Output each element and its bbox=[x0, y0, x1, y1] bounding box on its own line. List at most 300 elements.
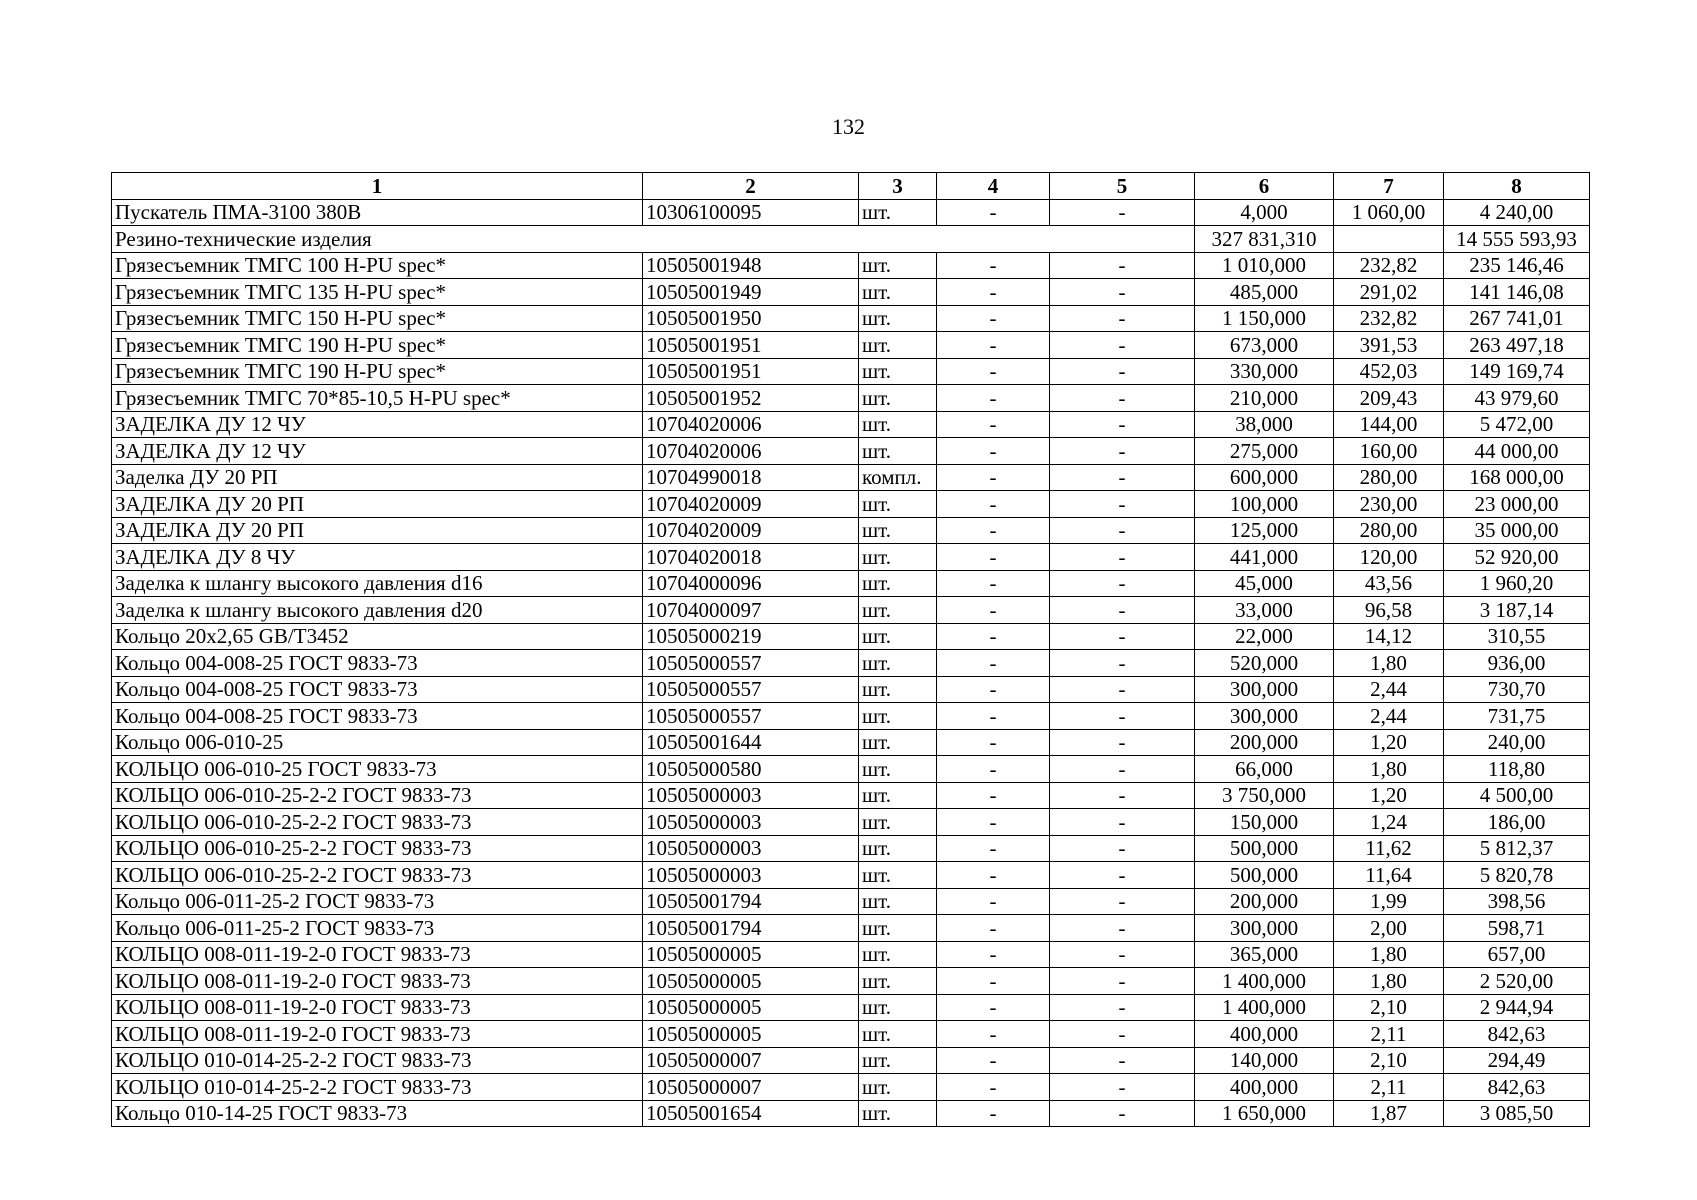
quantity-cell: 125,000 bbox=[1195, 517, 1334, 544]
unit-cell: шт. bbox=[859, 809, 937, 836]
unit-cell: шт. bbox=[859, 888, 937, 915]
quantity-cell: 300,000 bbox=[1195, 703, 1334, 730]
table-row bbox=[112, 199, 1590, 226]
item-name-cell: КОЛЬЦО 006-010-25-2-2 ГОСТ 9833-73 bbox=[112, 862, 643, 889]
item-code-cell: 10704000096 bbox=[643, 570, 859, 597]
item-code-cell: 10704020009 bbox=[643, 491, 859, 518]
col4-cell: - bbox=[937, 1100, 1050, 1127]
table-row bbox=[112, 888, 1590, 915]
table-row bbox=[112, 994, 1590, 1021]
quantity-cell: 500,000 bbox=[1195, 835, 1334, 862]
table-row bbox=[112, 703, 1590, 730]
price-cell: 2,10 bbox=[1334, 994, 1444, 1021]
item-code-cell: 10505000557 bbox=[643, 676, 859, 703]
item-name-cell: Грязесъемник ТМГС 70*85-10,5 H-PU spec* bbox=[112, 385, 643, 412]
item-code-cell: 10704000097 bbox=[643, 597, 859, 624]
sum-cell: 235 146,46 bbox=[1444, 252, 1590, 279]
unit-cell: шт. bbox=[859, 385, 937, 412]
col4-cell: - bbox=[937, 729, 1050, 756]
price-cell: 230,00 bbox=[1334, 491, 1444, 518]
col4-cell: - bbox=[937, 835, 1050, 862]
col5-cell: - bbox=[1050, 1047, 1195, 1074]
quantity-cell: 38,000 bbox=[1195, 411, 1334, 438]
quantity-cell: 673,000 bbox=[1195, 332, 1334, 359]
item-code-cell: 10505001952 bbox=[643, 385, 859, 412]
table-row bbox=[112, 252, 1590, 279]
quantity-cell: 441,000 bbox=[1195, 544, 1334, 571]
item-name-cell: Кольцо 004-008-25 ГОСТ 9833-73 bbox=[112, 676, 643, 703]
table-row bbox=[112, 358, 1590, 385]
col4-cell: - bbox=[937, 968, 1050, 995]
price-cell: 1,20 bbox=[1334, 729, 1444, 756]
unit-cell: шт. bbox=[859, 994, 937, 1021]
quantity-cell: 500,000 bbox=[1195, 862, 1334, 889]
sum-cell: 3 085,50 bbox=[1444, 1100, 1590, 1127]
unit-cell: шт. bbox=[859, 252, 937, 279]
unit-cell: шт. bbox=[859, 1074, 937, 1101]
quantity-cell: 275,000 bbox=[1195, 438, 1334, 465]
quantity-cell: 400,000 bbox=[1195, 1021, 1334, 1048]
item-name-cell: Заделка ДУ 20 РП bbox=[112, 464, 643, 491]
unit-cell: шт. bbox=[859, 491, 937, 518]
col4-cell: - bbox=[937, 279, 1050, 306]
unit-cell: шт. bbox=[859, 1021, 937, 1048]
unit-cell: шт. bbox=[859, 570, 937, 597]
col5-cell: - bbox=[1050, 703, 1195, 730]
price-cell: 280,00 bbox=[1334, 464, 1444, 491]
table-row bbox=[112, 862, 1590, 889]
sum-cell: 310,55 bbox=[1444, 623, 1590, 650]
table-row bbox=[112, 570, 1590, 597]
table-row bbox=[112, 968, 1590, 995]
column-header: 1 bbox=[112, 173, 643, 200]
col4-cell: - bbox=[937, 623, 1050, 650]
table-row bbox=[112, 809, 1590, 836]
sum-cell: 4 240,00 bbox=[1444, 199, 1590, 226]
quantity-cell: 210,000 bbox=[1195, 385, 1334, 412]
price-cell: 232,82 bbox=[1334, 305, 1444, 332]
col4-cell: - bbox=[937, 438, 1050, 465]
price-cell: 11,64 bbox=[1334, 862, 1444, 889]
col5-cell: - bbox=[1050, 676, 1195, 703]
item-code-cell: 10704020006 bbox=[643, 411, 859, 438]
sum-cell: 1 960,20 bbox=[1444, 570, 1590, 597]
quantity-cell: 45,000 bbox=[1195, 570, 1334, 597]
quantity-cell: 520,000 bbox=[1195, 650, 1334, 677]
quantity-cell: 140,000 bbox=[1195, 1047, 1334, 1074]
sum-cell: 657,00 bbox=[1444, 941, 1590, 968]
item-code-cell: 10704020006 bbox=[643, 438, 859, 465]
item-name-cell: Грязесъемник ТМГС 190 H-PU spec* bbox=[112, 332, 643, 359]
quantity-cell: 365,000 bbox=[1195, 941, 1334, 968]
quantity-cell: 200,000 bbox=[1195, 729, 1334, 756]
item-code-cell: 10505001794 bbox=[643, 915, 859, 942]
col4-cell: - bbox=[937, 411, 1050, 438]
item-code-cell: 10505000003 bbox=[643, 809, 859, 836]
price-cell: 280,00 bbox=[1334, 517, 1444, 544]
col4-cell: - bbox=[937, 703, 1050, 730]
item-code-cell: 10505000580 bbox=[643, 756, 859, 783]
unit-cell: шт. bbox=[859, 650, 937, 677]
item-name-cell: Кольцо 004-008-25 ГОСТ 9833-73 bbox=[112, 650, 643, 677]
col5-cell: - bbox=[1050, 1074, 1195, 1101]
item-code-cell: 10505001951 bbox=[643, 358, 859, 385]
quantity-cell: 1 400,000 bbox=[1195, 968, 1334, 995]
item-code-cell: 10704020009 bbox=[643, 517, 859, 544]
item-name-cell: Грязесъемник ТМГС 135 H-PU spec* bbox=[112, 279, 643, 306]
item-name-cell: КОЛЬЦО 008-011-19-2-0 ГОСТ 9833-73 bbox=[112, 968, 643, 995]
item-code-cell: 10704990018 bbox=[643, 464, 859, 491]
price-cell: 120,00 bbox=[1334, 544, 1444, 571]
item-code-cell: 10505000557 bbox=[643, 650, 859, 677]
table-row bbox=[112, 464, 1590, 491]
col5-cell: - bbox=[1050, 888, 1195, 915]
price-cell: 1,20 bbox=[1334, 782, 1444, 809]
quantity-cell: 200,000 bbox=[1195, 888, 1334, 915]
price-cell: 2,44 bbox=[1334, 703, 1444, 730]
sum-cell: 398,56 bbox=[1444, 888, 1590, 915]
col5-cell: - bbox=[1050, 199, 1195, 226]
price-cell: 2,44 bbox=[1334, 676, 1444, 703]
col5-cell: - bbox=[1050, 756, 1195, 783]
column-header: 5 bbox=[1050, 173, 1195, 200]
item-name-cell: Кольцо 006-011-25-2 ГОСТ 9833-73 bbox=[112, 915, 643, 942]
unit-cell: шт. bbox=[859, 1100, 937, 1127]
sum-cell: 5 820,78 bbox=[1444, 862, 1590, 889]
table-row bbox=[112, 1074, 1590, 1101]
table-row bbox=[112, 650, 1590, 677]
sum-cell: 842,63 bbox=[1444, 1074, 1590, 1101]
item-code-cell: 10505000219 bbox=[643, 623, 859, 650]
col4-cell: - bbox=[937, 597, 1050, 624]
price-cell: 1,80 bbox=[1334, 650, 1444, 677]
column-header: 6 bbox=[1195, 173, 1334, 200]
item-name-cell: ЗАДЕЛКА ДУ 12 ЧУ bbox=[112, 411, 643, 438]
item-code-cell: 10505000557 bbox=[643, 703, 859, 730]
unit-cell: компл. bbox=[859, 464, 937, 491]
col4-cell: - bbox=[937, 650, 1050, 677]
table-row bbox=[112, 517, 1590, 544]
group-price-cell bbox=[1334, 226, 1444, 253]
col4-cell: - bbox=[937, 252, 1050, 279]
unit-cell: шт. bbox=[859, 968, 937, 995]
item-name-cell: КОЛЬЦО 006-010-25-2-2 ГОСТ 9833-73 bbox=[112, 809, 643, 836]
quantity-cell: 22,000 bbox=[1195, 623, 1334, 650]
sum-cell: 149 169,74 bbox=[1444, 358, 1590, 385]
item-name-cell: ЗАДЕЛКА ДУ 12 ЧУ bbox=[112, 438, 643, 465]
sum-cell: 263 497,18 bbox=[1444, 332, 1590, 359]
table-row bbox=[112, 332, 1590, 359]
item-name-cell: Грязесъемник ТМГС 100 H-PU spec* bbox=[112, 252, 643, 279]
table-row bbox=[112, 385, 1590, 412]
item-name-cell: Кольцо 010-14-25 ГОСТ 9833-73 bbox=[112, 1100, 643, 1127]
col5-cell: - bbox=[1050, 941, 1195, 968]
col4-cell: - bbox=[937, 1047, 1050, 1074]
table-row bbox=[112, 438, 1590, 465]
col5-cell: - bbox=[1050, 332, 1195, 359]
group-row bbox=[112, 226, 1590, 253]
unit-cell: шт. bbox=[859, 782, 937, 809]
col4-cell: - bbox=[937, 385, 1050, 412]
col4-cell: - bbox=[937, 332, 1050, 359]
price-cell: 2,10 bbox=[1334, 1047, 1444, 1074]
table-row bbox=[112, 411, 1590, 438]
col5-cell: - bbox=[1050, 491, 1195, 518]
price-cell: 1,80 bbox=[1334, 756, 1444, 783]
quantity-cell: 1 010,000 bbox=[1195, 252, 1334, 279]
price-cell: 2,00 bbox=[1334, 915, 1444, 942]
col5-cell: - bbox=[1050, 597, 1195, 624]
sum-cell: 141 146,08 bbox=[1444, 279, 1590, 306]
unit-cell: шт. bbox=[859, 411, 937, 438]
col4-cell: - bbox=[937, 491, 1050, 518]
col5-cell: - bbox=[1050, 915, 1195, 942]
sum-cell: 168 000,00 bbox=[1444, 464, 1590, 491]
sum-cell: 186,00 bbox=[1444, 809, 1590, 836]
table-row bbox=[112, 782, 1590, 809]
sum-cell: 598,71 bbox=[1444, 915, 1590, 942]
col4-cell: - bbox=[937, 517, 1050, 544]
col4-cell: - bbox=[937, 305, 1050, 332]
unit-cell: шт. bbox=[859, 703, 937, 730]
col5-cell: - bbox=[1050, 968, 1195, 995]
item-name-cell: КОЛЬЦО 008-011-19-2-0 ГОСТ 9833-73 bbox=[112, 941, 643, 968]
col5-cell: - bbox=[1050, 544, 1195, 571]
sum-cell: 23 000,00 bbox=[1444, 491, 1590, 518]
col5-cell: - bbox=[1050, 994, 1195, 1021]
col5-cell: - bbox=[1050, 1100, 1195, 1127]
price-cell: 1,87 bbox=[1334, 1100, 1444, 1127]
item-code-cell: 10505001948 bbox=[643, 252, 859, 279]
sum-cell: 730,70 bbox=[1444, 676, 1590, 703]
col5-cell: - bbox=[1050, 517, 1195, 544]
quantity-cell: 600,000 bbox=[1195, 464, 1334, 491]
price-cell: 144,00 bbox=[1334, 411, 1444, 438]
col4-cell: - bbox=[937, 544, 1050, 571]
sum-cell: 294,49 bbox=[1444, 1047, 1590, 1074]
sum-cell: 731,75 bbox=[1444, 703, 1590, 730]
item-code-cell: 10505000007 bbox=[643, 1047, 859, 1074]
unit-cell: шт. bbox=[859, 1047, 937, 1074]
col5-cell: - bbox=[1050, 623, 1195, 650]
col5-cell: - bbox=[1050, 411, 1195, 438]
col4-cell: - bbox=[937, 199, 1050, 226]
quantity-cell: 1 150,000 bbox=[1195, 305, 1334, 332]
item-code-cell: 10505000007 bbox=[643, 1074, 859, 1101]
sum-cell: 267 741,01 bbox=[1444, 305, 1590, 332]
price-cell: 160,00 bbox=[1334, 438, 1444, 465]
item-name-cell: ЗАДЕЛКА ДУ 20 РП bbox=[112, 517, 643, 544]
sum-cell: 2 944,94 bbox=[1444, 994, 1590, 1021]
price-cell: 11,62 bbox=[1334, 835, 1444, 862]
price-cell: 391,53 bbox=[1334, 332, 1444, 359]
price-cell: 1,80 bbox=[1334, 941, 1444, 968]
sum-cell: 3 187,14 bbox=[1444, 597, 1590, 624]
unit-cell: шт. bbox=[859, 358, 937, 385]
item-name-cell: Заделка к шлангу высокого давления d20 bbox=[112, 597, 643, 624]
column-header: 7 bbox=[1334, 173, 1444, 200]
item-name-cell: Кольцо 006-011-25-2 ГОСТ 9833-73 bbox=[112, 888, 643, 915]
item-code-cell: 10505000005 bbox=[643, 968, 859, 995]
col5-cell: - bbox=[1050, 464, 1195, 491]
col5-cell: - bbox=[1050, 782, 1195, 809]
page-number: 132 bbox=[832, 114, 865, 139]
table-row bbox=[112, 1100, 1590, 1127]
quantity-cell: 150,000 bbox=[1195, 809, 1334, 836]
unit-cell: шт. bbox=[859, 835, 937, 862]
item-code-cell: 10505001950 bbox=[643, 305, 859, 332]
item-name-cell: КОЛЬЦО 008-011-19-2-0 ГОСТ 9833-73 bbox=[112, 1021, 643, 1048]
quantity-cell: 1 650,000 bbox=[1195, 1100, 1334, 1127]
price-cell: 1,99 bbox=[1334, 888, 1444, 915]
item-name-cell: Кольцо 004-008-25 ГОСТ 9833-73 bbox=[112, 703, 643, 730]
item-name-cell: Грязесъемник ТМГС 190 H-PU spec* bbox=[112, 358, 643, 385]
col5-cell: - bbox=[1050, 729, 1195, 756]
item-name-cell: ЗАДЕЛКА ДУ 20 РП bbox=[112, 491, 643, 518]
col4-cell: - bbox=[937, 1074, 1050, 1101]
item-name-cell: Кольцо 20х2,65 GB/T3452 bbox=[112, 623, 643, 650]
sum-cell: 842,63 bbox=[1444, 1021, 1590, 1048]
table-row bbox=[112, 279, 1590, 306]
table-row bbox=[112, 1021, 1590, 1048]
price-cell: 43,56 bbox=[1334, 570, 1444, 597]
sum-cell: 2 520,00 bbox=[1444, 968, 1590, 995]
price-cell: 2,11 bbox=[1334, 1074, 1444, 1101]
unit-cell: шт. bbox=[859, 756, 937, 783]
col4-cell: - bbox=[937, 464, 1050, 491]
quantity-cell: 330,000 bbox=[1195, 358, 1334, 385]
column-header: 8 bbox=[1444, 173, 1590, 200]
quantity-cell: 300,000 bbox=[1195, 915, 1334, 942]
col4-cell: - bbox=[937, 358, 1050, 385]
col5-cell: - bbox=[1050, 438, 1195, 465]
quantity-cell: 300,000 bbox=[1195, 676, 1334, 703]
column-header: 2 bbox=[643, 173, 859, 200]
price-cell: 1 060,00 bbox=[1334, 199, 1444, 226]
item-name-cell: КОЛЬЦО 010-014-25-2-2 ГОСТ 9833-73 bbox=[112, 1047, 643, 1074]
table-row bbox=[112, 491, 1590, 518]
table-row bbox=[112, 915, 1590, 942]
quantity-cell: 3 750,000 bbox=[1195, 782, 1334, 809]
unit-cell: шт. bbox=[859, 279, 937, 306]
table-row bbox=[112, 729, 1590, 756]
sum-cell: 118,80 bbox=[1444, 756, 1590, 783]
quantity-cell: 1 400,000 bbox=[1195, 994, 1334, 1021]
sum-cell: 5 472,00 bbox=[1444, 411, 1590, 438]
unit-cell: шт. bbox=[859, 199, 937, 226]
group-quantity-cell: 327 831,310 bbox=[1195, 226, 1334, 253]
quantity-cell: 100,000 bbox=[1195, 491, 1334, 518]
column-header: 3 bbox=[859, 173, 937, 200]
col5-cell: - bbox=[1050, 809, 1195, 836]
item-name-cell: Кольцо 006-010-25 bbox=[112, 729, 643, 756]
col4-cell: - bbox=[937, 782, 1050, 809]
col5-cell: - bbox=[1050, 650, 1195, 677]
item-code-cell: 10505000005 bbox=[643, 994, 859, 1021]
table-row bbox=[112, 597, 1590, 624]
price-cell: 209,43 bbox=[1334, 385, 1444, 412]
item-code-cell: 10505000003 bbox=[643, 862, 859, 889]
unit-cell: шт. bbox=[859, 915, 937, 942]
item-code-cell: 10306100095 bbox=[643, 199, 859, 226]
item-name-cell: КОЛЬЦО 006-010-25-2-2 ГОСТ 9833-73 bbox=[112, 835, 643, 862]
sum-cell: 44 000,00 bbox=[1444, 438, 1590, 465]
price-cell: 14,12 bbox=[1334, 623, 1444, 650]
item-code-cell: 10704020018 bbox=[643, 544, 859, 571]
table-row bbox=[112, 676, 1590, 703]
col4-cell: - bbox=[937, 570, 1050, 597]
sum-cell: 240,00 bbox=[1444, 729, 1590, 756]
unit-cell: шт. bbox=[859, 332, 937, 359]
item-code-cell: 10505001654 bbox=[643, 1100, 859, 1127]
unit-cell: шт. bbox=[859, 941, 937, 968]
item-name-cell: Грязесъемник ТМГС 150 H-PU spec* bbox=[112, 305, 643, 332]
col5-cell: - bbox=[1050, 835, 1195, 862]
item-code-cell: 10505001951 bbox=[643, 332, 859, 359]
col5-cell: - bbox=[1050, 279, 1195, 306]
col5-cell: - bbox=[1050, 305, 1195, 332]
item-name-cell: КОЛЬЦО 008-011-19-2-0 ГОСТ 9833-73 bbox=[112, 994, 643, 1021]
item-name-cell: КОЛЬЦО 006-010-25-2-2 ГОСТ 9833-73 bbox=[112, 782, 643, 809]
sum-cell: 43 979,60 bbox=[1444, 385, 1590, 412]
unit-cell: шт. bbox=[859, 597, 937, 624]
quantity-cell: 485,000 bbox=[1195, 279, 1334, 306]
item-code-cell: 10505000003 bbox=[643, 782, 859, 809]
price-cell: 452,03 bbox=[1334, 358, 1444, 385]
group-name-cell: Резино-технические изделия bbox=[112, 226, 1195, 253]
col4-cell: - bbox=[937, 862, 1050, 889]
item-name-cell: Заделка к шлангу высокого давления d16 bbox=[112, 570, 643, 597]
unit-cell: шт. bbox=[859, 862, 937, 889]
col4-cell: - bbox=[937, 941, 1050, 968]
col5-cell: - bbox=[1050, 570, 1195, 597]
col5-cell: - bbox=[1050, 385, 1195, 412]
table-row bbox=[112, 623, 1590, 650]
inventory-table bbox=[111, 172, 1590, 1127]
header-row bbox=[112, 173, 1590, 200]
col5-cell: - bbox=[1050, 862, 1195, 889]
unit-cell: шт. bbox=[859, 623, 937, 650]
item-code-cell: 10505001949 bbox=[643, 279, 859, 306]
item-code-cell: 10505000005 bbox=[643, 941, 859, 968]
sum-cell: 4 500,00 bbox=[1444, 782, 1590, 809]
item-code-cell: 10505001794 bbox=[643, 888, 859, 915]
item-name-cell: Пускатель ПМА-3100 380В bbox=[112, 199, 643, 226]
quantity-cell: 66,000 bbox=[1195, 756, 1334, 783]
table-row bbox=[112, 1047, 1590, 1074]
table-row bbox=[112, 835, 1590, 862]
col5-cell: - bbox=[1050, 252, 1195, 279]
table-row bbox=[112, 941, 1590, 968]
sum-cell: 5 812,37 bbox=[1444, 835, 1590, 862]
table-body bbox=[112, 199, 1590, 1127]
quantity-cell: 33,000 bbox=[1195, 597, 1334, 624]
item-name-cell: КОЛЬЦО 006-010-25 ГОСТ 9833-73 bbox=[112, 756, 643, 783]
col5-cell: - bbox=[1050, 1021, 1195, 1048]
col4-cell: - bbox=[937, 994, 1050, 1021]
col4-cell: - bbox=[937, 756, 1050, 783]
sum-cell: 35 000,00 bbox=[1444, 517, 1590, 544]
price-cell: 291,02 bbox=[1334, 279, 1444, 306]
col4-cell: - bbox=[937, 1021, 1050, 1048]
group-sum-cell: 14 555 593,93 bbox=[1444, 226, 1590, 253]
price-cell: 1,24 bbox=[1334, 809, 1444, 836]
unit-cell: шт. bbox=[859, 676, 937, 703]
unit-cell: шт. bbox=[859, 305, 937, 332]
quantity-cell: 4,000 bbox=[1195, 199, 1334, 226]
item-name-cell: ЗАДЕЛКА ДУ 8 ЧУ bbox=[112, 544, 643, 571]
column-header: 4 bbox=[937, 173, 1050, 200]
